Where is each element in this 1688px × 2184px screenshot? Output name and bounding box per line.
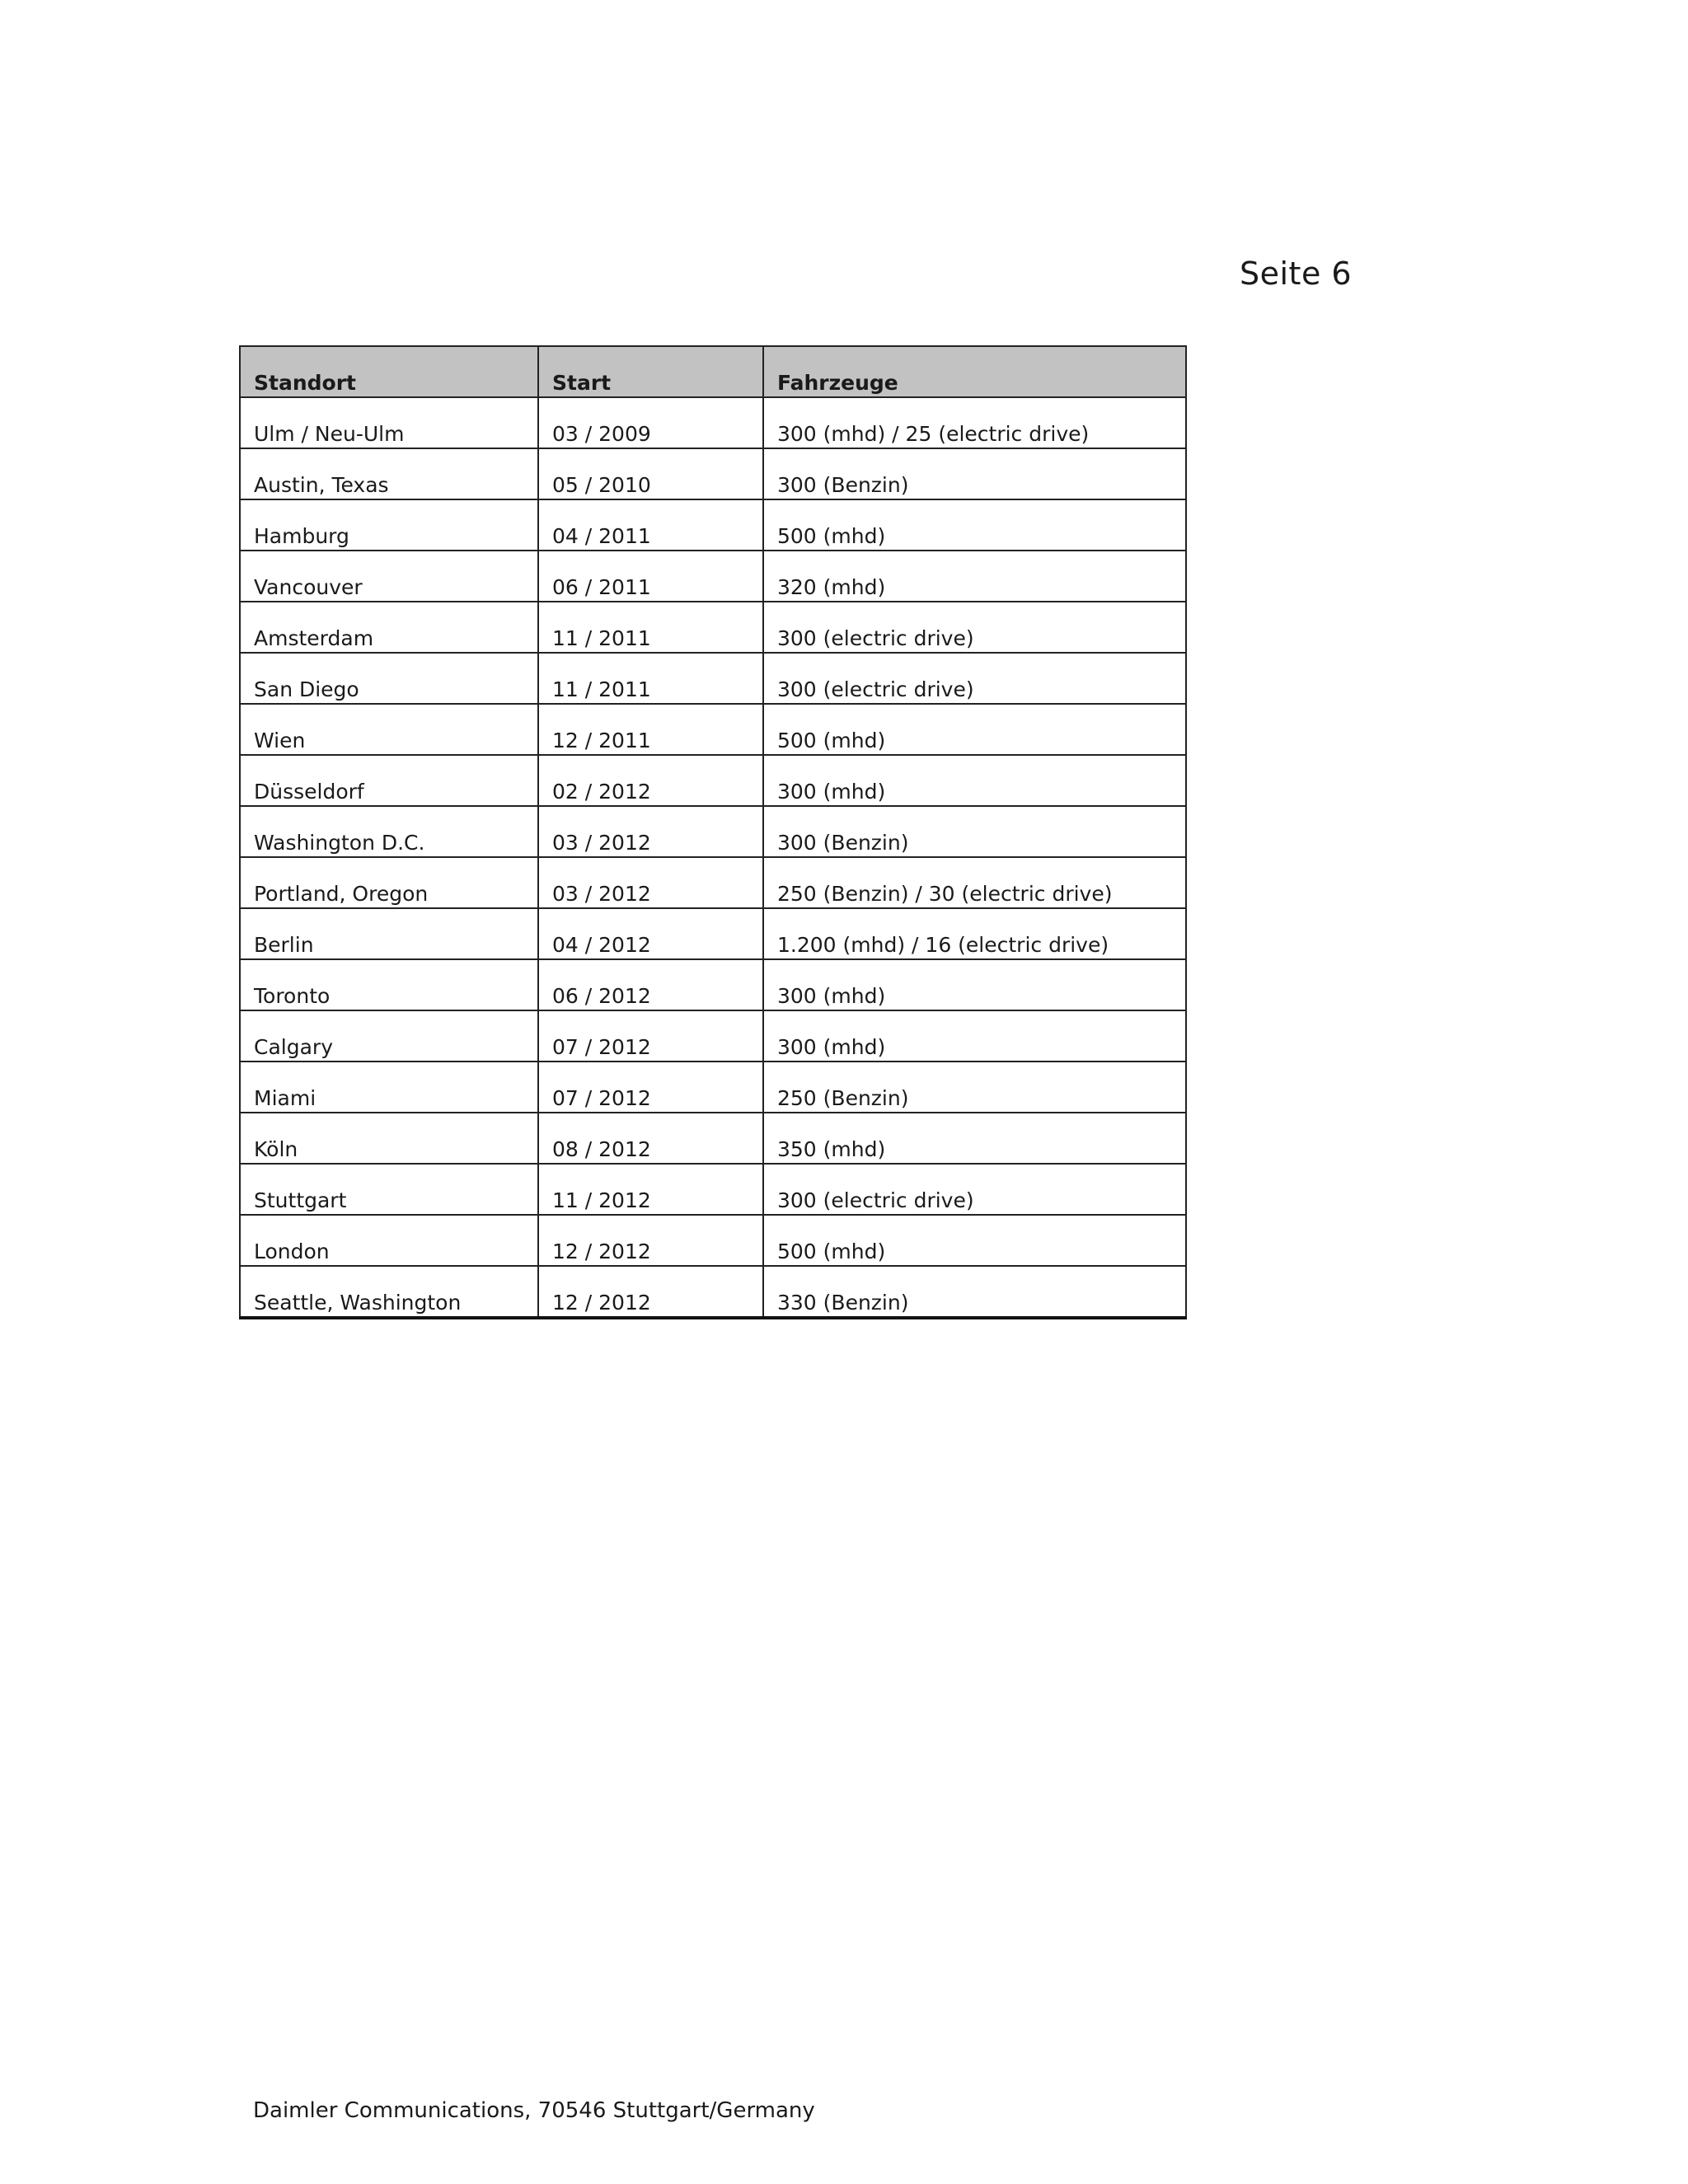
start-cell: 07 / 2012 <box>538 1010 763 1062</box>
table-row <box>240 653 1186 704</box>
start-cell: 03 / 2009 <box>538 397 763 448</box>
fahrzeuge-cell: 300 (mhd) <box>763 1010 1186 1062</box>
standort-cell: Portland, Oregon <box>240 857 538 908</box>
start-cell: 11 / 2011 <box>538 653 763 704</box>
standort-cell: Ulm / Neu-Ulm <box>240 397 538 448</box>
header-row <box>240 346 1186 397</box>
standort-cell: Wien <box>240 704 538 755</box>
start-cell: 03 / 2012 <box>538 806 763 857</box>
start-cell: 02 / 2012 <box>538 755 763 806</box>
standort-cell: Calgary <box>240 1010 538 1062</box>
column-header-fahrzeuge: Fahrzeuge <box>763 346 1186 397</box>
standort-cell: Toronto <box>240 959 538 1010</box>
table-row <box>240 1113 1186 1164</box>
standort-cell: Miami <box>240 1062 538 1113</box>
standort-cell: Düsseldorf <box>240 755 538 806</box>
fahrzeuge-cell: 350 (mhd) <box>763 1113 1186 1164</box>
start-cell: 06 / 2012 <box>538 959 763 1010</box>
locations-table <box>239 345 1187 1319</box>
start-cell: 07 / 2012 <box>538 1062 763 1113</box>
start-cell: 12 / 2011 <box>538 704 763 755</box>
start-cell: 06 / 2011 <box>538 551 763 602</box>
table-header <box>240 346 1186 397</box>
start-cell: 05 / 2010 <box>538 448 763 499</box>
fahrzeuge-cell: 500 (mhd) <box>763 499 1186 551</box>
fahrzeuge-cell: 250 (Benzin) / 30 (electric drive) <box>763 857 1186 908</box>
table-row <box>240 397 1186 448</box>
fahrzeuge-cell: 1.200 (mhd) / 16 (electric drive) <box>763 908 1186 959</box>
fahrzeuge-cell: 250 (Benzin) <box>763 1062 1186 1113</box>
fahrzeuge-cell: 300 (mhd) <box>763 959 1186 1010</box>
standort-cell: San Diego <box>240 653 538 704</box>
table-row <box>240 499 1186 551</box>
table-row <box>240 704 1186 755</box>
fahrzeuge-cell: 300 (Benzin) <box>763 448 1186 499</box>
fahrzeuge-cell: 300 (electric drive) <box>763 653 1186 704</box>
fahrzeuge-cell: 300 (electric drive) <box>763 602 1186 653</box>
table-row <box>240 857 1186 908</box>
table-row <box>240 1164 1186 1215</box>
fahrzeuge-cell: 320 (mhd) <box>763 551 1186 602</box>
standort-cell: Vancouver <box>240 551 538 602</box>
table-row <box>240 755 1186 806</box>
start-cell: 08 / 2012 <box>538 1113 763 1164</box>
standort-cell: Berlin <box>240 908 538 959</box>
locations-table-container <box>239 345 1185 1319</box>
table-row <box>240 551 1186 602</box>
start-cell: 11 / 2011 <box>538 602 763 653</box>
standort-cell: Washington D.C. <box>240 806 538 857</box>
table-row <box>240 806 1186 857</box>
page-number: Seite 6 <box>1240 255 1353 292</box>
start-cell: 04 / 2012 <box>538 908 763 959</box>
fahrzeuge-cell: 330 (Benzin) <box>763 1266 1186 1318</box>
column-header-standort: Standort <box>240 346 538 397</box>
footer-address: Daimler Communications, 70546 Stuttgart/Germany <box>253 2098 815 2123</box>
table-row <box>240 1062 1186 1113</box>
table-row <box>240 908 1186 959</box>
standort-cell: Hamburg <box>240 499 538 551</box>
fahrzeuge-cell: 300 (mhd) / 25 (electric drive) <box>763 397 1186 448</box>
fahrzeuge-cell: 500 (mhd) <box>763 1215 1186 1266</box>
start-cell: 11 / 2012 <box>538 1164 763 1215</box>
standort-cell: Austin, Texas <box>240 448 538 499</box>
fahrzeuge-cell: 300 (electric drive) <box>763 1164 1186 1215</box>
standort-cell: Seattle, Washington <box>240 1266 538 1318</box>
table-row <box>240 602 1186 653</box>
fahrzeuge-cell: 300 (mhd) <box>763 755 1186 806</box>
standort-cell: London <box>240 1215 538 1266</box>
table-body <box>240 397 1186 1318</box>
column-header-start: Start <box>538 346 763 397</box>
standort-cell: Stuttgart <box>240 1164 538 1215</box>
standort-cell: Amsterdam <box>240 602 538 653</box>
start-cell: 04 / 2011 <box>538 499 763 551</box>
table-row <box>240 959 1186 1010</box>
fahrzeuge-cell: 300 (Benzin) <box>763 806 1186 857</box>
table-row <box>240 1266 1186 1318</box>
start-cell: 12 / 2012 <box>538 1266 763 1318</box>
standort-cell: Köln <box>240 1113 538 1164</box>
table-row <box>240 1010 1186 1062</box>
table-row <box>240 1215 1186 1266</box>
fahrzeuge-cell: 500 (mhd) <box>763 704 1186 755</box>
start-cell: 03 / 2012 <box>538 857 763 908</box>
start-cell: 12 / 2012 <box>538 1215 763 1266</box>
table-row <box>240 448 1186 499</box>
